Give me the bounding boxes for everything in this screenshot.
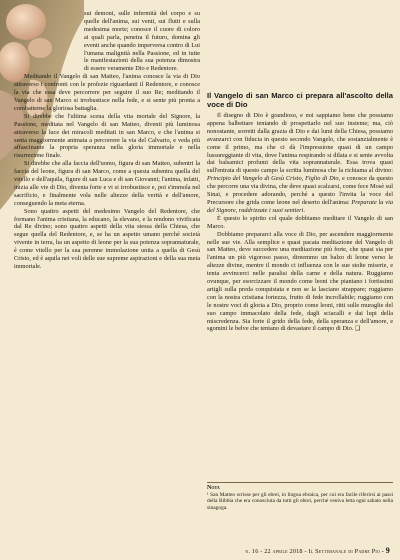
p1-quote-1: Principio del Vangelo di Gesù Cristo, Figlio di Dio: [207, 175, 339, 183]
left-paragraph-1: sui demoni, sulle infermità del corpo e su quelle dell'anima, sui venti, sui flutti e sulla medesima morte; conosce il cuore di coloro ai quali parla, penetra il futuro, domina gli eventi anche quando imperversa contro di Lui l'umana malignità nella Passione, ed in tutte le manifestazioni della sua potenza dimostra di essere veramente Dio e Redentore.: [84, 10, 200, 73]
p1-text-a: Il disegno di Dio è grandioso, e noi sappiamo bene che possiamo appena balbettare tentando di prospettarlo nel suo insieme; ma, ciò nonostante, sorretti dalla grazia di Dio e dai lumi della Chiesa, possiamo avanzarci con fiducia in questo secondo Vangelo, che sostanzialmente è come il primo, ma che ci dà l'impressione quasi di un campo lussureggiante di vita, dove l'anima respirando si dilata e si sente avvolta dai balsamici profumi della vita soprannaturale. Essa trova quasi sull'entrata di questo campo la scritta luminosa che la richiama al divino:: [207, 112, 393, 175]
footer-sep-1: -: [302, 548, 309, 555]
right-paragraph-1: [207, 112, 393, 215]
page-footer: [245, 546, 390, 555]
left-paragraph-4: Si direbbe che alla faccia dell'uomo, figura di san Matteo, subentri la faccia del leone, figura di san Marco, come a questa subentra quella del vitello e dell'aquila, figure di san Luca e di san Giovanni; l'anima, infatti, inizia alle vie di Dio, diventa forte e vi si irrobustisce e, poi s'immola nel sacrificio, e finalmente vola nelle altezze della verità e dell'amore, conseguendo la meta eterna.: [14, 160, 200, 207]
left-paragraph-5: Sono quattro aspetti del medesimo Vangelo del Redentore, che formano l'anima cristiana, la educano, la elevano, e la rendono vivificata dal Re divino; sono quattro aspetti della vita stessa della Chiesa, che segue quella del Redentore, e, se ha un aspetto umano perché società vivente in terra, ha un aspetto di leone per la sua potenza soprannaturale, è come vitello per la sua perenne immolazione unita a quella di Gesù Cristo, ed è aquila nei voli delle sue supreme aspirazioni e della sua meta immortale.: [14, 207, 200, 270]
page-number: 9: [385, 546, 390, 555]
notes-title: Nota: [207, 485, 220, 491]
issue-info: n. 16 - 22 aprile 2018: [245, 548, 303, 555]
section-heading: Il Vangelo di san Marco ci prepara all'ascolto della voce di Dio: [207, 91, 393, 109]
footer-sep-2: -: [380, 548, 386, 555]
left-paragraph-2: Meditando il Vangelo di san Matteo, l'anima conosce la via di Dio attraverso i confronti con le profezie riguardanti il Redentore, e conosce la via che essa deve percorrere per seguire il suo Re; meditando il Vangelo di san Marco si irrobustisce nella fede, e si sente più pronta a combatterne la gloriosa battaglia.: [14, 73, 200, 112]
right-column: [207, 91, 393, 333]
right-paragraph-3: [207, 231, 393, 334]
left-column: [14, 10, 200, 271]
p3-text: Dobbiamo prepararci alla voce di Dio, per ascendere maggiormente nelle sue vie. Alla semplice e quasi pacata meditazione del Vangelo di san Matteo, deve succedere una meditazione più forte, che quasi sia per l'anima un più vigoroso passo, direemmo un balzo di leone verso le altezze divine, mentre il mondo ci influenza con le sue stolte miserie, e tenta avvincerci nelle paralisi della carne e della natura. Ruggiamo ovunque, per esorcizzare il mondo come leoni che piantano i fortissimi artigli sulla preda conquistata e non se la lasciano strappare; ruggiamo con la nostra cristiana fortezza, frutto di fede incrollabile; ruggiamo con le nostre voci di gloria a Dio, proprio come leoni, ritti sulle muraglie del suo campo immacolato della fede, dagli sciacalli e dai lupi della miscredenza. Sia forte il grido della fede, della speranza e dell'amore, e sgomini le belve che tentano di devastare il campo di Dio.: [207, 230, 393, 333]
end-square-icon: ❑: [354, 325, 361, 333]
publication-name: Il Settimanale di Padre Pio: [308, 548, 381, 555]
left-paragraph-3: Si direbbe che l'ultima scena della vita mortale del Signore, la Passione, meditata nel Vangelo di san Matteo, diventi più luminosa attraverso la luce dei miracoli meditati in san Marco, e che l'anima si senta maggiormente animata a percorrere la via del Calvario, e veda più affascinante la propria speranza nella gloria immortale e nella risurrezione finale.: [14, 112, 200, 160]
footnote-text: ¹ San Matteo scrisse per gli ebrei, in lingua ebraica, per cui era facile riferirsi ai passi della Bibbia che era conosciuta da tutti gli ebrei, perché veniva letta ogni sabato nella sinagoga.: [207, 491, 393, 511]
p1-text-b: , e conosce da questo che percorre una via divina, che deve quasi scalzarsi, come fece Mosè sul Sinai, e procedere adorando, perché a questo l'invita la voce del Precursore che grida come leone nel deserto dell'anima:: [207, 175, 393, 206]
p1-text-c: .: [303, 206, 305, 214]
right-paragraph-2: È questo lo spirito col quale dobbiamo meditare il Vangelo di san Marco.: [207, 214, 393, 230]
p1-quote-2: Preparate la via del Signore, raddrizzate i suoi sentieri: [207, 198, 393, 214]
footnotes: [207, 482, 393, 511]
